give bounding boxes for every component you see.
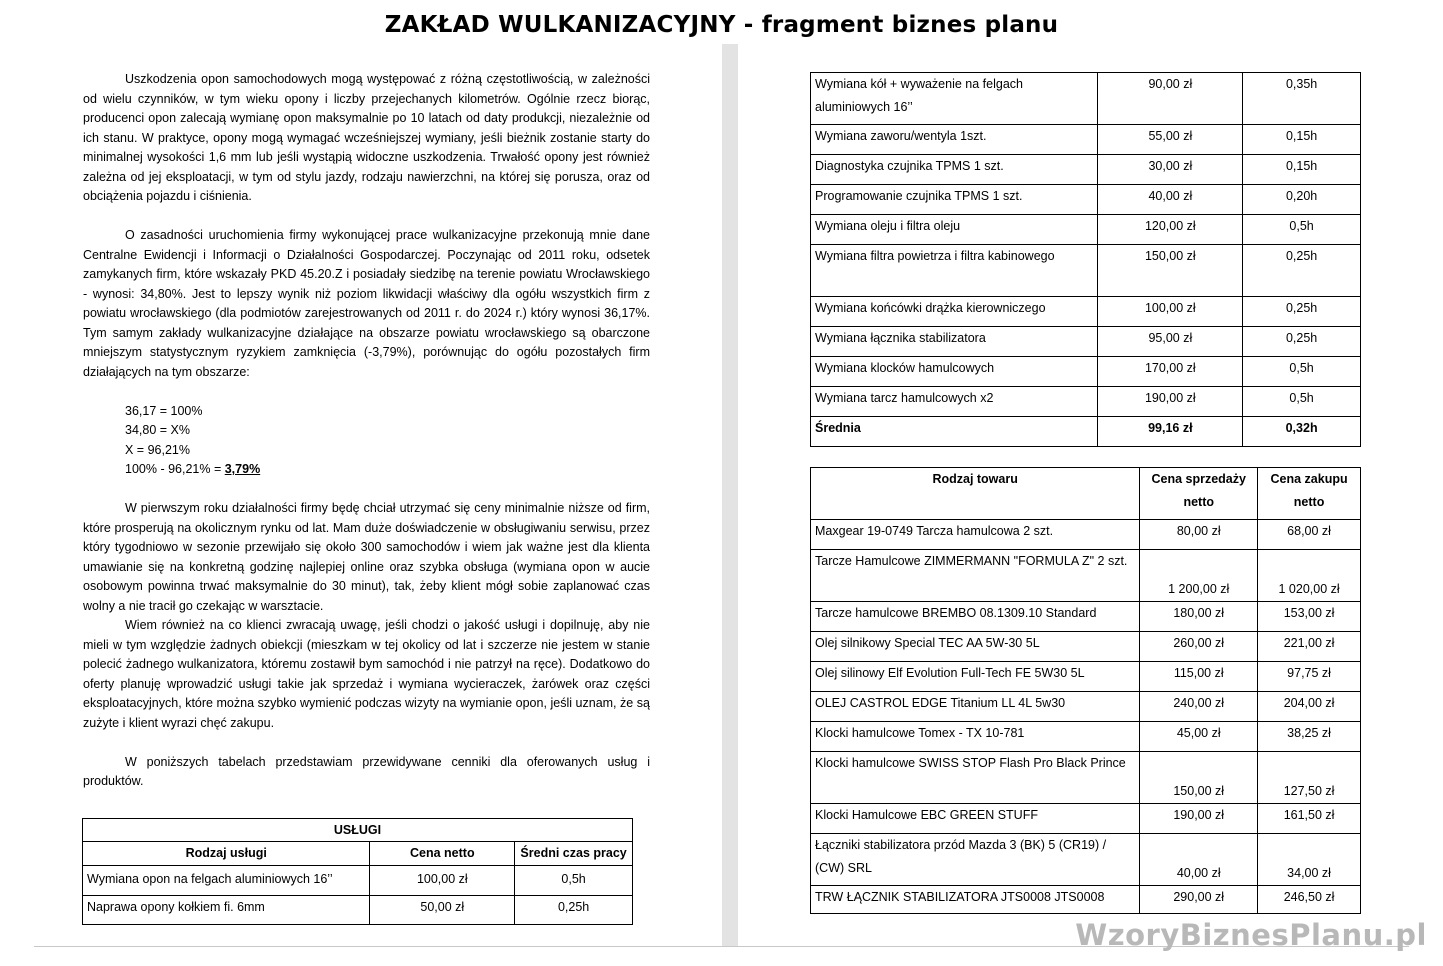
service-price: 95,00 zł (1098, 327, 1243, 357)
service-time: 0,5h (1243, 357, 1361, 387)
table-row (83, 896, 633, 925)
product-name: OLEJ CASTROL EDGE Titanium LL 4L 5w30 (811, 692, 1140, 722)
product-name: Olej silnikowy Special TEC AA 5W-30 5L (811, 632, 1140, 662)
product-purchase-price: 1 020,00 zł (1258, 550, 1361, 602)
service-name: Wymiana łącznika stabilizatora (811, 327, 1098, 357)
service-time: 0,5h (1243, 387, 1361, 417)
product-purchase-price: 38,25 zł (1258, 722, 1361, 752)
products-table (810, 467, 1361, 914)
summary-label: Średnia (811, 417, 1098, 447)
services-table (82, 818, 633, 925)
service-name: Diagnostyka czujnika TPMS 1 szt. (811, 155, 1098, 185)
products-header-type: Rodzaj towaru (811, 468, 1140, 520)
table-row (811, 804, 1361, 834)
products-header-purchase-price: Cena zakupu netto (1258, 468, 1361, 520)
product-sale-price: 45,00 zł (1140, 722, 1258, 752)
service-time: 0,25h (515, 896, 633, 925)
service-name: Wymiana oleju i filtra oleju (811, 215, 1098, 245)
product-sale-price: 80,00 zł (1140, 520, 1258, 550)
table-row (811, 215, 1361, 245)
product-purchase-price: 127,50 zł (1258, 752, 1361, 804)
service-price: 50,00 zł (370, 896, 515, 925)
table-row (811, 357, 1361, 387)
product-sale-price: 260,00 zł (1140, 632, 1258, 662)
product-name: TRW ŁĄCZNIK STABILIZATORA JTS0008 JTS0008 (811, 886, 1140, 914)
service-price: 30,00 zł (1098, 155, 1243, 185)
table-row (811, 662, 1361, 692)
table-row (811, 297, 1361, 327)
services-header-time: Średni czas pracy (515, 842, 633, 866)
service-time: 0,15h (1243, 125, 1361, 155)
product-purchase-price: 34,00 zł (1258, 834, 1361, 886)
product-purchase-price: 246,50 zł (1258, 886, 1361, 914)
services-table-caption: USŁUGI (83, 819, 633, 842)
service-time: 0,25h (1243, 245, 1361, 297)
table-row (811, 722, 1361, 752)
service-price: 170,00 zł (1098, 357, 1243, 387)
product-name: Klocki hamulcowe SWISS STOP Flash Pro Black Prince (811, 752, 1140, 804)
service-price: 100,00 zł (1098, 297, 1243, 327)
product-purchase-price: 153,00 zł (1258, 602, 1361, 632)
service-name: Naprawa opony kołkiem fi. 6mm (83, 896, 370, 925)
service-price: 100,00 zł (370, 866, 515, 896)
table-row (83, 866, 633, 896)
service-time: 0,5h (515, 866, 633, 896)
table-row (811, 185, 1361, 215)
calc-line-4-prefix: 100% - 96,21% = (125, 462, 225, 476)
product-purchase-price: 97,75 zł (1258, 662, 1361, 692)
product-name: Łączniki stabilizatora przód Mazda 3 (BK) 5 (CR19) / (CW) SRL (811, 834, 1140, 886)
product-name: Olej silinowy Elf Evolution Full-Tech FE 5W30 5L (811, 662, 1140, 692)
product-name: Klocki Hamulcowe EBC GREEN STUFF (811, 804, 1140, 834)
product-sale-price: 190,00 zł (1140, 804, 1258, 834)
services-header-price: Cena netto (370, 842, 515, 866)
calc-line-1: 36,17 = 100% (125, 403, 203, 418)
product-purchase-price: 161,50 zł (1258, 804, 1361, 834)
product-sale-price: 180,00 zł (1140, 602, 1258, 632)
product-sale-price: 240,00 zł (1140, 692, 1258, 722)
service-name: Wymiana końcówki drążka kierowniczego (811, 297, 1098, 327)
product-name: Tarcze Hamulcowe ZIMMERMANN "FORMULA Z" 2 szt. (811, 550, 1140, 602)
table-row (811, 155, 1361, 185)
table-row (811, 245, 1361, 297)
services-header-type: Rodzaj usługi (83, 842, 370, 866)
service-name: Wymiana klocków hamulcowych (811, 357, 1098, 387)
service-price: 40,00 zł (1098, 185, 1243, 215)
service-time: 0,15h (1243, 155, 1361, 185)
table-row (811, 125, 1361, 155)
table-row (811, 327, 1361, 357)
service-time: 0,20h (1243, 185, 1361, 215)
table-row (811, 73, 1361, 125)
service-price: 55,00 zł (1098, 125, 1243, 155)
services-table-continued (810, 72, 1361, 447)
table-row (811, 602, 1361, 632)
paragraph-ceidg-data: O zasadności uruchomienia firmy wykonującej prace wulkanizacyjne przekonują mnie dane Centralne Ewidencji i Informacji o Działalności Gospodarczej. Poczynając od 2011 roku, odsetek zamykanych firm, które wskazały PKD 45.20.Z i posiadały siedzibę na terenie powiatu Wrocławskiego - wynosi: 34,80%. Jest to lepszy wynik niż poziom likwidacji właściwy dla ogółu wszystkich firm z powiatu wrocławskiego (dla podmiotów zarejestrowanych od 2011 r. do 2024 r.) który wynosi 36,17%. Tym samym zakłady wulkanizacyjne działające na obszarze powiatu wrocławskiego są obarczone mniejszym statystycznym ryzykiem zamknięcia (-3,79%), porównując do ogółu pozostałych firm działających na tym obszarze: (83, 228, 650, 379)
service-name: Programowanie czujnika TPMS 1 szt. (811, 185, 1098, 215)
service-name: Wymiana filtra powietrza i filtra kabinowego (811, 245, 1098, 297)
summary-time: 0,32h (1243, 417, 1361, 447)
product-name: Klocki hamulcowe Tomex - TX 10-781 (811, 722, 1140, 752)
document-title: ZAKŁAD WULKANIZACYJNY - fragment biznes planu (384, 12, 1059, 38)
calc-line-3: X = 96,21% (125, 442, 190, 457)
risk-calculation (83, 402, 650, 480)
summary-row (811, 417, 1361, 447)
product-sale-price: 40,00 zł (1140, 834, 1258, 886)
product-sale-price: 150,00 zł (1140, 752, 1258, 804)
table-row (811, 550, 1361, 602)
left-column-text (83, 70, 650, 792)
watermark-logo: WzoryBiznesPlanu.pl (1075, 918, 1427, 952)
products-header-sale-price: Cena sprzedaży netto (1140, 468, 1258, 520)
service-name: Wymiana zaworu/wentyla 1szt. (811, 125, 1098, 155)
calc-result: 3,79% (224, 462, 261, 476)
product-purchase-price: 204,00 zł (1258, 692, 1361, 722)
service-name: Wymiana opon na felgach aluminiowych 16’’ (83, 866, 370, 896)
service-price: 190,00 zł (1098, 387, 1243, 417)
service-price: 120,00 zł (1098, 215, 1243, 245)
table-row (811, 387, 1361, 417)
table-row (811, 834, 1361, 886)
table-row (811, 632, 1361, 662)
product-purchase-price: 221,00 zł (1258, 632, 1361, 662)
service-time: 0,25h (1243, 297, 1361, 327)
product-sale-price: 290,00 zł (1140, 886, 1258, 914)
service-time: 0,5h (1243, 215, 1361, 245)
calc-line-4 (125, 460, 650, 480)
service-name: Wymiana kół + wyważenie na felgach aluminiowych 16’’ (811, 73, 1098, 125)
table-row (811, 886, 1361, 914)
paragraph-pricing-strategy: W pierwszym roku działalności firmy będę chciał utrzymać się ceny minimalnie niższe od firm, które prosperują na okolicznym rynku od lat. Mam duże doświadczenie w obsługiwaniu serwisu, przez który tygodniowo w sezonie przewijało się około 300 samochodów i wiem jak ważne jest dla klienta umawianie się na konkretną godzinę najlepiej online oraz szybka obsługa (wymiana opon w aucie osobowym powinna trwać maksymalnie do 30 minut), tak, żeby klient mógł sobie zaplanować czas wolny a nie tracił go czekając w warsztacie. (83, 501, 650, 613)
service-price: 90,00 zł (1098, 73, 1243, 125)
product-name: Maxgear 19-0749 Tarcza hamulcowa 2 szt. (811, 520, 1140, 550)
service-name: Wymiana tarcz hamulcowych x2 (811, 387, 1098, 417)
product-sale-price: 115,00 zł (1140, 662, 1258, 692)
paragraph-tyre-damage: Uszkodzenia opon samochodowych mogą występować z różną częstotliwością, w zależności od wielu czynników, w tym wieku opony i liczby przejechanych kilometrów. Ogólnie rzecz biorąc, producenci opon zalecają wymianę opon maksymalnie po 10 latach od daty produkcji, niezależnie od ich stanu. W praktyce, opony mogą wymagać wcześniejszej wymiany, jeśli bieżnik zostanie starty do minimalnej wysokości 1,6 mm lub jeśli wystąpią widoczne uszkodzenia. Trwałość opony jest również zależna od jej eksploatacji, w tym od stylu jazdy, rodzaju nawierzchni, na której się porusza, oraz od obciążenia pojazdu i ciśnienia. (83, 72, 650, 203)
product-name: Tarcze hamulcowe BREMBO 08.1309.10 Standard (811, 602, 1140, 632)
paragraph-quality: Wiem również na co klienci zwracają uwagę, jeśli chodzi o jakość usługi i dopilnuję, aby nie mieli w tym względzie żadnych obiekcji (mieszkam w tej okolicy od lat i szczerze nie jestem w stanie polecić żadnego wulkanizatora, któremu zostawił bym samochód i nie patrzył na ręce). Dodatkowo do oferty planuję wprowadzić usługi takie jak sprzedaż i wymiana wycieraczek, żarówek oraz części eksploatacyjnych, które można szybko wymienić podczas wizyty na wymianie opon, jeśli uznam, że są zużyte i klient wyrazi chęć zakupu. (83, 618, 650, 730)
service-price: 150,00 zł (1098, 245, 1243, 297)
service-time: 0,35h (1243, 73, 1361, 125)
product-purchase-price: 68,00 zł (1258, 520, 1361, 550)
product-sale-price: 1 200,00 zł (1140, 550, 1258, 602)
page-divider (722, 44, 738, 946)
table-row (811, 752, 1361, 804)
summary-price: 99,16 zł (1098, 417, 1243, 447)
table-row (811, 692, 1361, 722)
service-time: 0,25h (1243, 327, 1361, 357)
table-row (811, 520, 1361, 550)
calc-line-2: 34,80 = X% (125, 423, 190, 437)
paragraph-tables-intro: W poniższych tabelach przedstawiam przewidywane cenniki dla oferowanych usług i produktów. (83, 754, 650, 788)
